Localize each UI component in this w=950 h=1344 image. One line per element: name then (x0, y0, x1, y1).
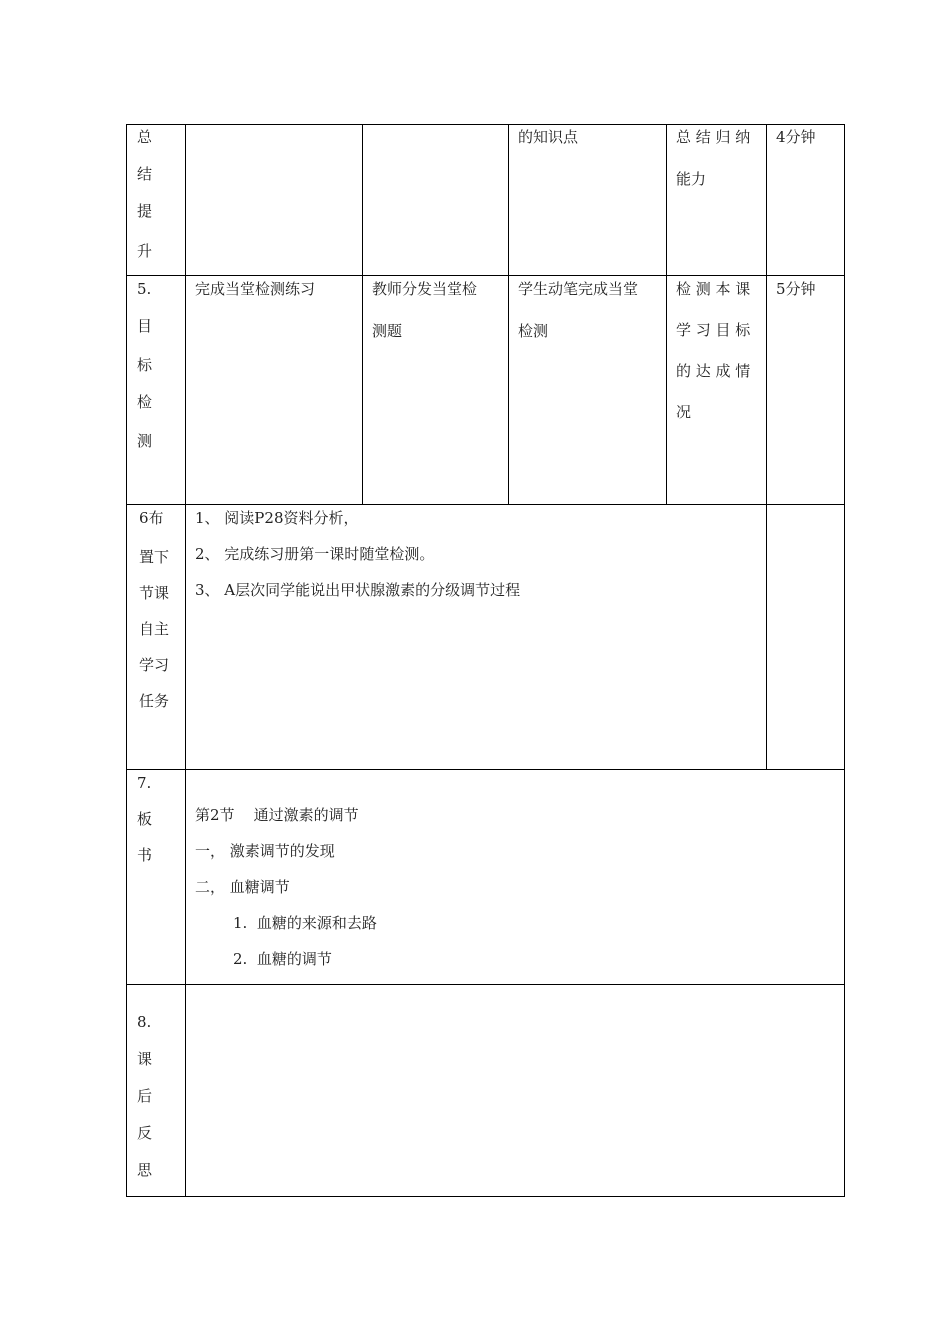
board-subline: 2. 血糖的调节 (233, 950, 332, 968)
label-char: 结 (137, 165, 153, 183)
board-row-label: 7. 板 书 (137, 774, 153, 864)
label-column-divider (185, 124, 186, 1197)
board-line: 一， 激素调节的发现 (195, 842, 335, 860)
row-divider (126, 275, 845, 276)
board-subline: 1. 血糖的来源和去路 (233, 914, 377, 932)
table-border-top (126, 124, 845, 125)
table-border-left (126, 124, 127, 1197)
row-divider (126, 984, 845, 985)
summary-student-activity: 的知识点 (518, 128, 579, 146)
summary-time: 4分钟 (776, 128, 816, 146)
test-content: 完成当堂检测练习 (195, 280, 316, 298)
table-border-bottom (126, 1196, 845, 1197)
test-row-label: 5. 目 标 检 测 (137, 280, 153, 450)
homework-row-label: 6布 置下 节课 自主 学习 任务 (139, 509, 170, 710)
board-title: 第2节 通过激素的调节 (195, 806, 359, 824)
label-char: 提 (137, 202, 153, 220)
test-time: 5分钟 (776, 280, 816, 298)
summary-goal: 总 结 归 纳 能力 (676, 128, 751, 188)
board-line: 二， 血糖调节 (195, 878, 290, 896)
time-column-divider (766, 124, 767, 770)
test-teacher-activity: 教师分发当堂检 测题 (372, 280, 478, 340)
list-item: 3、 A层次同学能说出甲状腺激素的分级调节过程 (195, 581, 521, 599)
board-content (195, 805, 377, 969)
test-goal: 检 测 本 课 学 习 目 标 的 达 成 情 况 (676, 280, 751, 421)
homework-items (195, 508, 520, 600)
column-divider (666, 124, 667, 505)
column-divider (362, 124, 363, 505)
label-char: 升 (137, 242, 153, 260)
summary-row-label (137, 127, 152, 261)
list-item: 1、 阅读P28资料分析， (195, 509, 359, 527)
row-divider (126, 504, 845, 505)
reflection-row-label: 8. 课 后 反 思 (137, 1013, 153, 1179)
table-border-right (844, 124, 845, 1197)
test-student-activity: 学生动笔完成当堂 检测 (518, 280, 639, 340)
row-divider (126, 769, 845, 770)
column-divider (508, 124, 509, 505)
label-char: 总 (137, 128, 153, 146)
list-item: 2、 完成练习册第一课时随堂检测。 (195, 545, 435, 563)
